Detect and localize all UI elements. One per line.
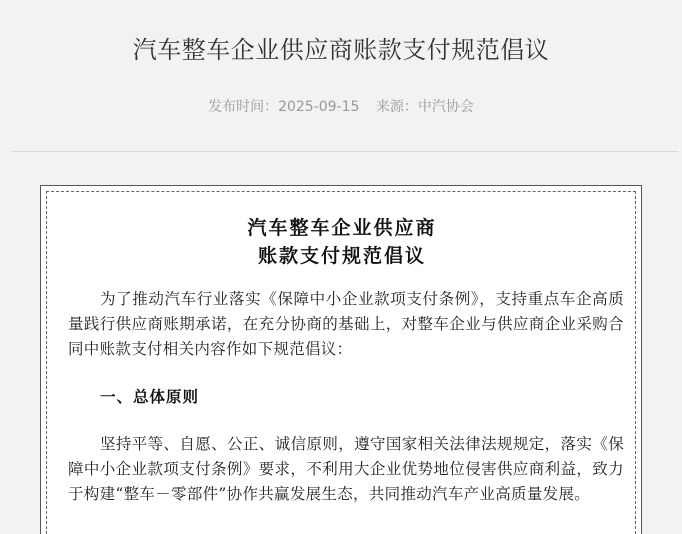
publish-info [208,99,359,115]
document-title-line2: 账款支付规范倡议 [257,245,426,267]
document-frame [40,185,642,534]
intro-paragraph: 为了推动汽车行业落实《保障中小企业款项支付条例》，支持重点车企高质量践行供应商账期承诺，在充分协商的基础上，对整车企业与供应商企业采购合同中账款支付相关内容作如下规范倡议： [68,290,624,358]
article-meta [0,96,682,116]
source-name: 中汽协会 [417,99,474,115]
source-info [376,99,474,115]
publish-date: 2025-09-15 [278,99,360,115]
section1-paragraph: 坚持平等、自愿、公正、诚信原则，遵守国家相关法律法规规定，落实《保障中小企业款项支付条例》要求，不利用大企业优势地位侵害供应商利益，致力于构建“整车－零部件”协作共赢发展生态，共同推动汽车产业高质量发展。 [68,435,624,503]
article-title: 汽车整车企业供应商账款支付规范倡议 [132,36,550,64]
section1-heading: 一、总体原则 [100,387,200,406]
source-label: 来源： [375,99,418,115]
document-title-line1: 汽车整车企业供应商 [247,217,437,239]
publish-label: 发布时间： [208,99,279,115]
header-divider [12,151,678,152]
document-dashed-border [46,191,636,534]
